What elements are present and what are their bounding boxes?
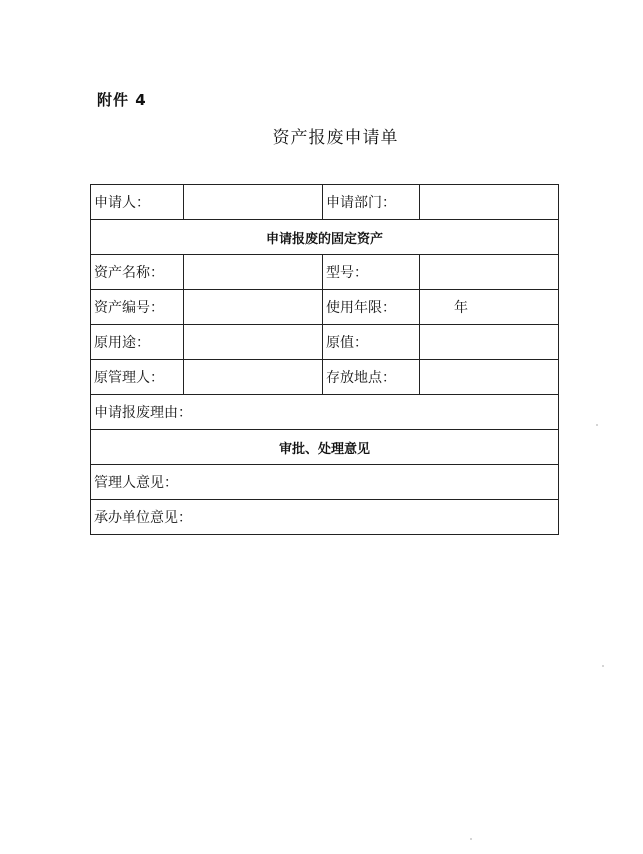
original-value-field[interactable] — [420, 325, 559, 360]
service-years-field[interactable]: 年 — [420, 290, 559, 325]
assets-section-row — [91, 220, 559, 255]
original-value-label: 原值： — [323, 325, 420, 360]
model-field[interactable] — [420, 255, 559, 290]
asset-number-label: 资产编号： — [91, 290, 184, 325]
unit-opinion-row — [91, 500, 559, 535]
section-header-assets: 申请报废的固定资产 — [91, 220, 559, 255]
manager-opinion-row — [91, 465, 559, 500]
applicant-field[interactable] — [184, 185, 323, 220]
asset-number-field[interactable] — [184, 290, 323, 325]
original-use-row — [91, 325, 559, 360]
storage-location-label: 存放地点： — [323, 360, 420, 395]
original-manager-label: 原管理人： — [91, 360, 184, 395]
attachment-label: 附件 4 — [97, 91, 147, 109]
original-use-label: 原用途： — [91, 325, 184, 360]
service-years-label: 使用年限： — [323, 290, 420, 325]
scan-speck — [596, 424, 598, 426]
scan-speck — [602, 665, 604, 667]
asset-scrap-form — [90, 184, 559, 535]
storage-location-field[interactable] — [420, 360, 559, 395]
asset-name-row — [91, 255, 559, 290]
scan-speck — [470, 838, 472, 840]
department-label: 申请部门： — [323, 185, 420, 220]
original-manager-row — [91, 360, 559, 395]
department-field[interactable] — [420, 185, 559, 220]
applicant-row — [91, 185, 559, 220]
section-header-approval: 审批、处理意见 — [91, 430, 559, 465]
asset-number-row — [91, 290, 559, 325]
approval-section-row — [91, 430, 559, 465]
asset-name-label: 资产名称： — [91, 255, 184, 290]
form-title: 资产报废申请单 — [272, 128, 399, 148]
scrap-reason-row — [91, 395, 559, 430]
manager-opinion-field[interactable]: 管理人意见： — [91, 465, 559, 500]
applicant-label: 申请人： — [91, 185, 184, 220]
original-use-field[interactable] — [184, 325, 323, 360]
asset-name-field[interactable] — [184, 255, 323, 290]
model-label: 型号： — [323, 255, 420, 290]
original-manager-field[interactable] — [184, 360, 323, 395]
scrap-reason-field[interactable]: 申请报废理由： — [91, 395, 559, 430]
unit-opinion-field[interactable]: 承办单位意见： — [91, 500, 559, 535]
